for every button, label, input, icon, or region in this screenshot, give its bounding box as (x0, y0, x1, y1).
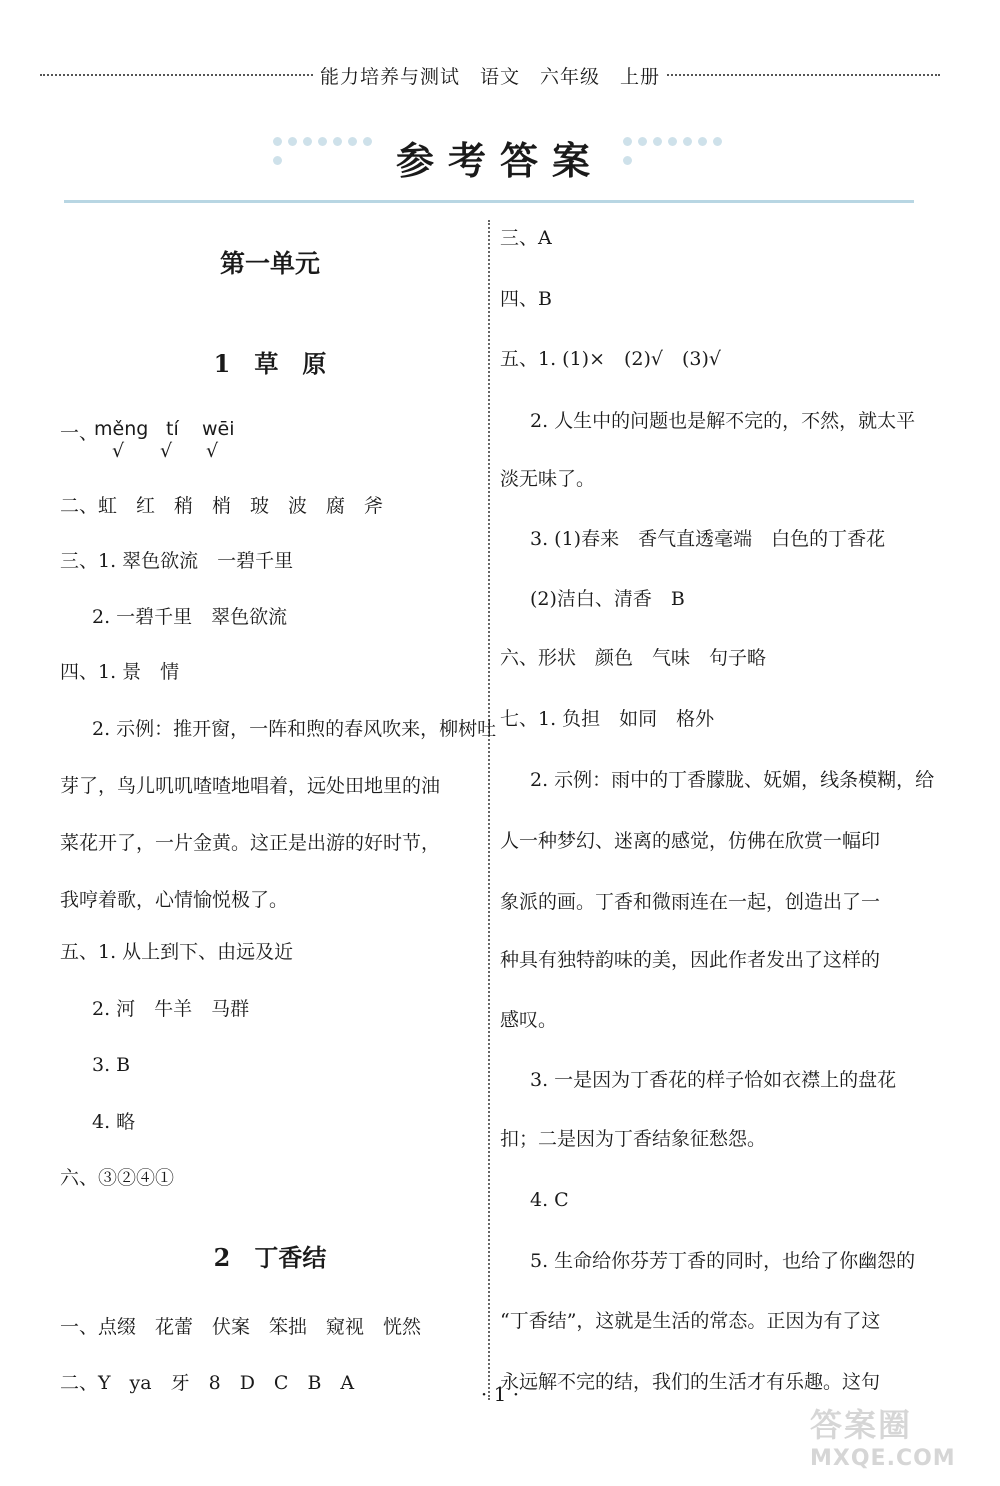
answer-line: 象派的画。丁香和微雨连在一起，创造出了一 (500, 891, 881, 913)
answer-line: 二、Y ya 牙 8 D C B A (60, 1372, 355, 1394)
watermark-logo-text: 答案圈 (810, 1406, 913, 1444)
answer-line: 4. 略 (92, 1111, 136, 1133)
answer-line: 2. 一碧千里 翠色欲流 (92, 606, 288, 628)
answer-line: 芽了，鸟儿叽叽喳喳地唱着，远处田地里的油 (60, 775, 441, 797)
answer-line: 三、A (500, 227, 552, 249)
answer-line: 五、1. (1)× (2)√ (3)√ (500, 348, 722, 370)
answer-line: 六、形状 颜色 气味 句子略 (500, 647, 767, 669)
answer-line: 五、1. 从上到下、由远及近 (60, 941, 294, 963)
answer-line: 三、1. 翠色欲流 一碧千里 (60, 550, 294, 572)
answer-line: 3. B (92, 1054, 131, 1076)
pinyin-prefix: 一、 (60, 422, 99, 444)
check-mark: √ (206, 440, 219, 462)
lesson-1-title: 1 草 原 (213, 349, 327, 378)
watermark-url: MXQE.COM (810, 1446, 956, 1471)
answer-line: 2. 示例：推开窗，一阵和煦的春风吹来，柳树吐 (92, 718, 497, 740)
pinyin-item: měng (94, 418, 149, 440)
answer-line: 永远解不完的结，我们的生活才有乐趣。这句 (500, 1371, 881, 1393)
answer-line: (2)洁白、清香 B (530, 588, 685, 610)
title-rule (64, 200, 914, 203)
answer-line: 3. 一是因为丁香花的样子恰如衣襟上的盘花 (530, 1069, 897, 1091)
answer-line: 3. (1)春来 香气直透毫端 白色的丁香花 (530, 528, 886, 550)
answer-line: 种具有独特韵味的美，因此作者发出了这样的 (500, 949, 881, 971)
answer-line: 四、B (500, 288, 552, 310)
check-mark: √ (160, 440, 173, 462)
lesson-2-title: 2 丁香结 (213, 1243, 327, 1272)
pinyin-item: wēi (202, 418, 235, 440)
answer-line: 淡无味了。 (500, 468, 596, 490)
answer-line: 二、虹 红 稍 梢 玻 波 腐 斧 (60, 495, 384, 517)
site-watermark (810, 1400, 990, 1480)
column-divider (488, 220, 490, 1400)
header-text: 能力培养与测试 语文 六年级 上册 (314, 62, 666, 89)
answer-line: 六、③②④① (60, 1167, 175, 1189)
unit-heading: 第一单元 (219, 249, 320, 278)
page-title: 参考答案 (395, 138, 604, 183)
page-number: · 1 · (480, 1382, 520, 1406)
answer-line: 四、1. 景 情 (60, 661, 180, 683)
answer-line: 菜花开了，一片金黄。这正是出游的好时节， (60, 832, 441, 854)
pinyin-item: tí (166, 418, 179, 440)
running-header (40, 62, 940, 88)
answer-line: 2. 示例：雨中的丁香朦胧、妩媚，线条模糊，给 (530, 769, 935, 791)
answer-line: 我哼着歌，心情愉悦极了。 (60, 889, 289, 911)
answer-line: 5. 生命给你芬芳丁香的同时，也给了你幽怨的 (530, 1250, 916, 1272)
check-mark: √ (112, 440, 125, 462)
answer-line: 人一种梦幻、迷离的感觉，仿佛在欣赏一幅印 (500, 830, 881, 852)
answer-line: 2. 人生中的问题也是解不完的，不然，就太平 (530, 410, 916, 432)
answer-line: 一、点缀 花蕾 伏案 笨拙 窥视 恍然 (60, 1316, 422, 1338)
answer-line: “丁香结”，这就是生活的常态。正因为有了这 (500, 1310, 881, 1332)
answer-line: 七、1. 负担 如同 格外 (500, 708, 715, 730)
answer-line: 扣；二是因为丁香结象征愁怨。 (500, 1128, 767, 1150)
answer-line: 感叹。 (500, 1009, 558, 1031)
answer-line: 4. C (530, 1189, 569, 1211)
answer-line: 2. 河 牛羊 马群 (92, 998, 250, 1020)
